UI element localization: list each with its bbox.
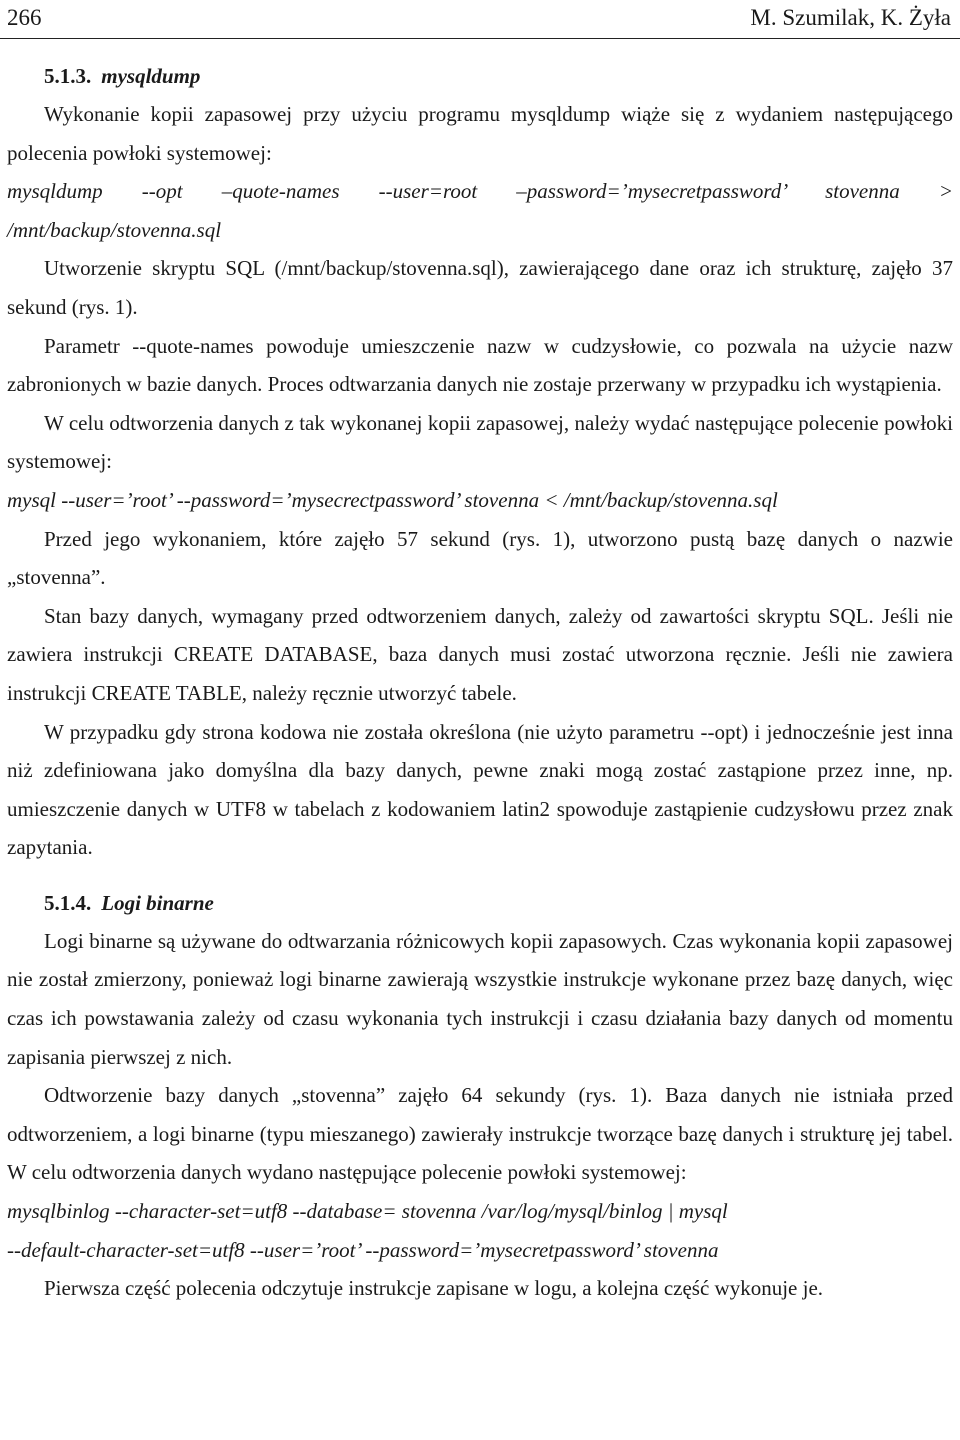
command-line: mysqlbinlog --character-set=utf8 --database= stovenna /var/log/mysql/binlog | mysql: [7, 1199, 728, 1224]
paragraph: Stan bazy danych, wymagany przed odtworzeniem danych, zależy od zawartości skryptu SQL. Jeśli nie zawiera instrukcji CREATE DATABASE, baza danych musi zostać utworzona ręcznie. Jeśli nie zawiera instrukcji CREATE TABLE, należy ręcznie utworzyć tabele.: [7, 603, 953, 705]
page-number: 266: [7, 5, 42, 30]
spacer: [7, 867, 953, 884]
command-line: --default-character-set=utf8 --user=’root’ --password=’mysecretpassword’ stovenna: [7, 1237, 719, 1262]
paragraph: Wykonanie kopii zapasowej przy użyciu programu mysqldump wiąże się z wydaniem następującego polecenia powłoki systemowej:: [7, 102, 953, 165]
paragraph: Pierwsza część polecenia odczytuje instrukcje zapisane w logu, a kolejna część wykonuje je.: [44, 1276, 824, 1301]
section-title: mysqldump: [101, 64, 201, 88]
running-head-authors: M. Szumilak, K. Żyła: [750, 5, 951, 30]
section-heading-mysqldump: [7, 57, 953, 95]
section-title: Logi binarne: [101, 890, 214, 915]
page-header: [0, 0, 960, 39]
paragraph: Odtworzenie bazy danych „stovenna” zajęło 64 sekundy (rys. 1). Baza danych nie istniała przed odtworzeniem, a logi binarne (typu mieszanego) zawierały instrukcje tworzące bazę danych i strukturę jej tabel. W celu odtworzenia danych wydano następujące polecenie powłoki systemowej:: [7, 1083, 953, 1185]
paragraph: Przed jego wykonaniem, które zajęło 57 sekund (rys. 1), utworzono pustą bazę danych o nazwie „stovenna”.: [7, 526, 953, 590]
command-line: mysqldump --opt –quote-names --user=root –password=’mysecretpassword’ stovenna > /mnt/backup/stovenna.sql: [7, 179, 953, 242]
page-body: [7, 57, 953, 1308]
section-heading-logi-binarne: [7, 884, 953, 922]
paragraph: W przypadku gdy strona kodowa nie została określona (nie użyto parametru --opt) i jednocześnie jest inna niż zdefiniowana jako domyślna dla bazy danych, pewne znaki mogą zostać zastąpione przez inne, np. umieszczenie danych w UTF8 w tabelach z kodowaniem latin2 spowoduje zastąpienie cudzysłowu przez znak zapytania.: [7, 719, 953, 860]
section-number: 5.1.4.: [44, 890, 92, 915]
paragraph: Logi binarne są używane do odtwarzania różnicowych kopii zapasowych. Czas wykonania kopii zapasowej nie został zmierzony, ponieważ logi binarne zawierają wszystkie instrukcje wykonane przez bazę danych, więc czas ich powstawania zależy od czasu wykonania tych instrukcji i czasu działania bazy danych od momentu zapisania pierwszej z nich.: [7, 928, 953, 1069]
section-number: 5.1.3.: [44, 64, 92, 88]
paragraph: Parametr --quote-names powoduje umieszczenie nazw w cudzysłowie, co pozwala na użycie nazw zabronionych w bazie danych. Proces odtwarzania danych nie zostaje przerwany w przypadku ich wystąpienia.: [7, 333, 953, 397]
command-line: mysql --user=’root’ --password=’mysecrectpassword’ stovenna < /mnt/backup/stovenna.sql: [7, 487, 778, 512]
paragraph: W celu odtworzenia danych z tak wykonanej kopii zapasowej, należy wydać następujące polecenie powłoki systemowej:: [7, 410, 953, 474]
paragraph: Utworzenie skryptu SQL (/mnt/backup/stovenna.sql), zawierającego dane oraz ich strukturę, zajęło 37 sekund (rys. 1).: [7, 256, 953, 319]
